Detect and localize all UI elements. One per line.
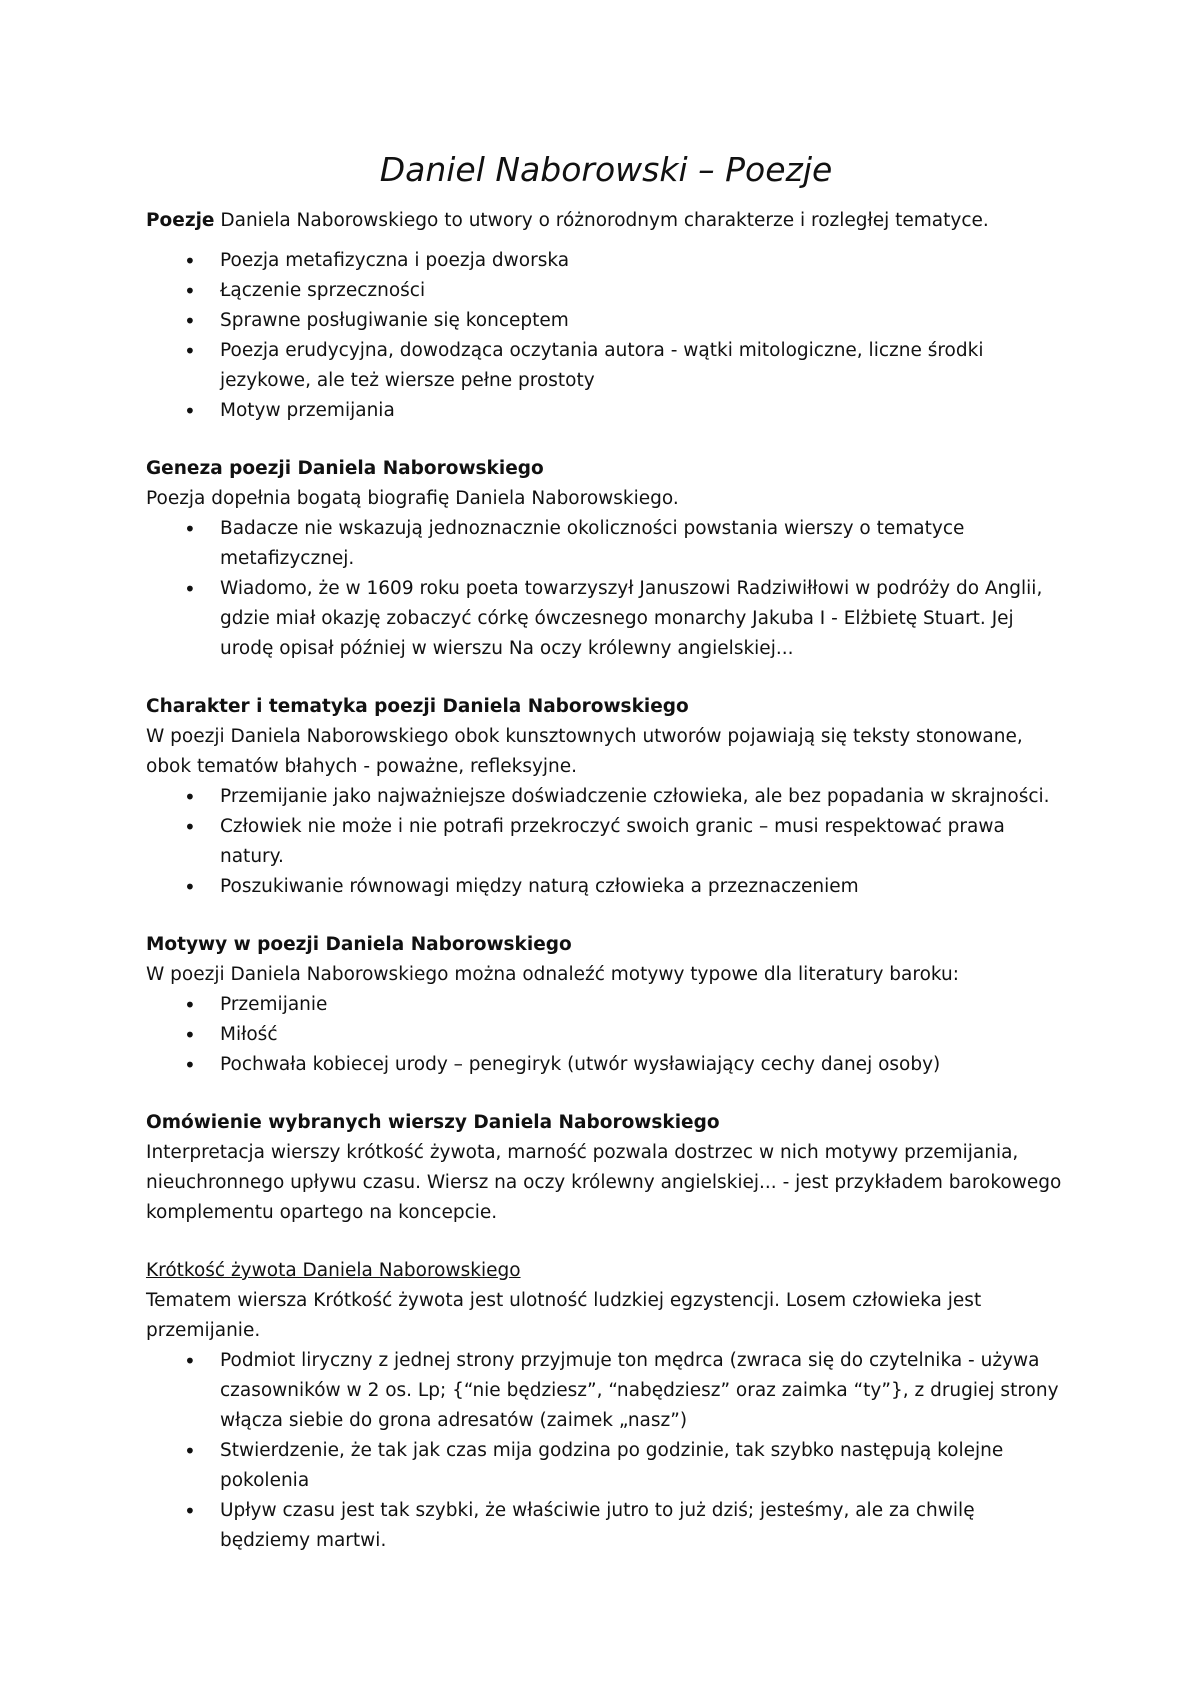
section-heading-geneza: Geneza poezji Daniela Naborowskiego (146, 458, 544, 479)
section-heading-motywy: Motywy w poezji Daniela Naborowskiego (146, 934, 572, 955)
list-item: • Pochwała kobiecej urody – penegiryk (utwór wysławiający cechy danej osoby) (146, 1050, 1066, 1080)
intro-bold-word: Poezje (146, 210, 215, 231)
document-title: Daniel Naborowski – Poezje (379, 150, 833, 189)
section-body-motywy: W poezji Daniela Naborowskiego można odnaleźć motywy typowe dla literatury baroku: (146, 964, 960, 985)
list-item: • Przemijanie jako najważniejsze doświadczenie człowieka, ale bez popadania w skrajności. (146, 782, 1066, 812)
section-bullets-geneza (146, 514, 1066, 664)
section-heading-omowienie: Omówienie wybranych wierszy Daniela Naborowskiego (146, 1112, 720, 1133)
list-item: • Łączenie sprzeczności (146, 276, 1066, 306)
section-body-charakter: W poezji Daniela Naborowskiego obok kunsztownych utworów pojawiają się teksty stonowane, obok tematów błahych - poważne, refleksyjne. (146, 726, 1023, 777)
list-item: • Wiadomo, że w 1609 roku poeta towarzyszył Januszowi Radziwiłłowi w podróży do Anglii, gdzie miał okazję zobaczyć córkę ówczesnego monarchy Jakuba I - Elżbietę Stuart. Jej urodę opisał później w wierszu Na oczy królewny angielskiej... (146, 574, 1066, 664)
section-heading-charakter: Charakter i tematyka poezji Daniela Naborowskiego (146, 696, 689, 717)
list-item: • Człowiek nie może i nie potrafi przekroczyć swoich granic – musi respektować prawa natury. (146, 812, 1066, 872)
list-item: • Stwierdzenie, że tak jak czas mija godzina po godzinie, tak szybko następują kolejne pokolenia (146, 1436, 1066, 1496)
list-item: • Motyw przemijania (146, 396, 1066, 426)
list-item: • Sprawne posługiwanie się konceptem (146, 306, 1066, 336)
section-body-geneza: Poezja dopełnia bogatą biografię Daniela Naborowskiego. (146, 488, 679, 509)
list-item: • Przemijanie (146, 990, 1066, 1020)
intro-text: Daniela Naborowskiego to utwory o różnorodnym charakterze i rozległej tematyce. (214, 210, 989, 231)
section-body-omowienie: Interpretacja wierszy krótkość żywota, marność pozwala dostrzec w nich motywy przemijania, nieuchronnego upływu czasu. Wiersz na oczy królewny angielskiej... - jest przykładem barokowego komplementu opartego na koncepcie. (146, 1142, 1062, 1223)
intro-paragraph (146, 206, 1066, 236)
list-item: • Miłość (146, 1020, 1066, 1050)
list-item: • Upływ czasu jest tak szybki, że właściwie jutro to już dziś; jesteśmy, ale za chwilę będziemy martwi. (146, 1496, 1066, 1556)
document-content (146, 148, 1066, 1556)
section-bullets-motywy (146, 990, 1066, 1080)
intro-bullet-list (146, 246, 1066, 426)
section-heading-krotkosc-zywota: Krótkość żywota Daniela Naborowskiego (146, 1260, 521, 1281)
list-item: • Podmiot liryczny z jednej strony przyjmuje ton mędrca (zwraca się do czytelnika - używa czasowników w 2 os. Lp; {“nie będziesz”, “nabędziesz” oraz zaimka “ty”}, z drugiej strony włącza siebie do grona adresatów (zaimek „nasz”) (146, 1346, 1066, 1436)
list-item: • Poezja metafizyczna i poezja dworska (146, 246, 1066, 276)
section-body-krotkosc-zywota: Tematem wiersza Krótkość żywota jest ulotność ludzkiej egzystencji. Losem człowieka jest przemijanie. (146, 1290, 982, 1341)
section-bullets-charakter (146, 782, 1066, 902)
list-item: • Poezja erudycyjna, dowodząca oczytania autora - wątki mitologiczne, liczne środki jezykowe, ale też wiersze pełne prostoty (146, 336, 1066, 396)
section-bullets-krotkosc-zywota (146, 1346, 1066, 1556)
list-item: • Poszukiwanie równowagi między naturą człowieka a przeznaczeniem (146, 872, 1066, 902)
list-item: • Badacze nie wskazują jednoznacznie okoliczności powstania wierszy o tematyce metafizycznej. (146, 514, 1066, 574)
